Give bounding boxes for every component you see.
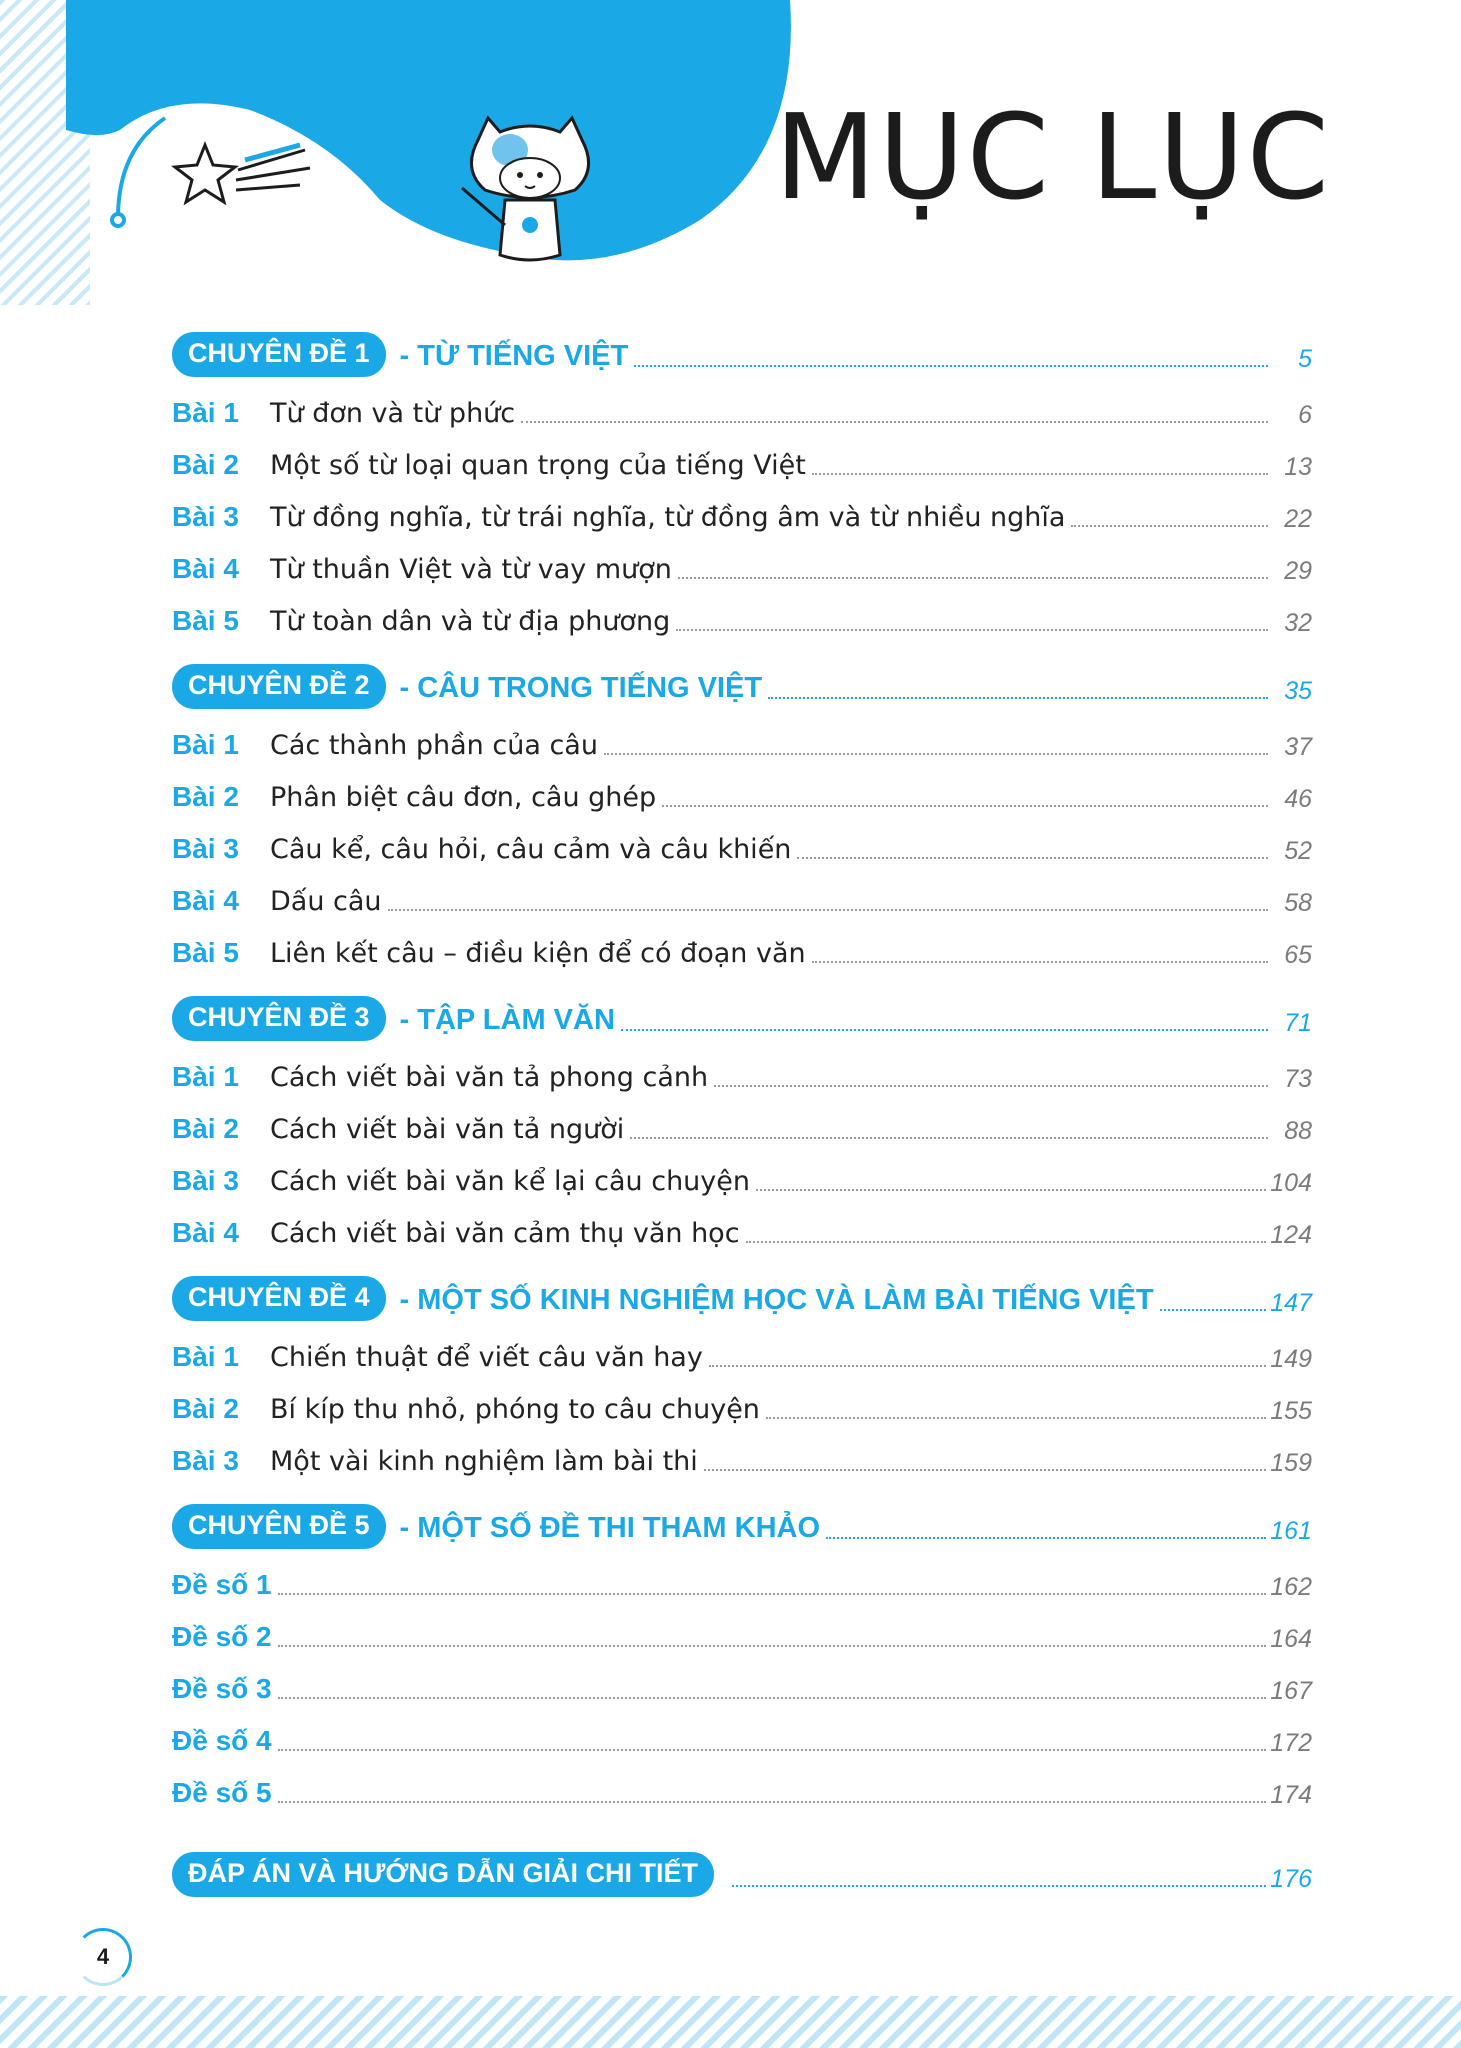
lesson-title: Dấu câu (270, 886, 382, 918)
toc-answers[interactable] (172, 1845, 1312, 1905)
page-number: 22 (1284, 504, 1312, 533)
toc-chapter-1[interactable] (172, 325, 1312, 385)
dot-leader (768, 696, 1268, 699)
chapter-badge: CHUYÊN ĐỀ 1 (172, 332, 386, 377)
dot-leader (1071, 524, 1268, 527)
page-number: 176 (1270, 1864, 1312, 1893)
answers-badge: ĐÁP ÁN VÀ HƯỚNG DẪN GIẢI CHI TIẾT (172, 1852, 714, 1897)
toc-lesson[interactable] (172, 1101, 1312, 1153)
lesson-label: Bài 3 (172, 1165, 239, 1197)
toc-lesson[interactable] (172, 769, 1312, 821)
lesson-title: Từ đồng nghĩa, từ trái nghĩa, từ đồng âm và từ nhiều nghĩa (270, 502, 1066, 534)
page-number: 52 (1284, 836, 1312, 865)
dot-leader (678, 576, 1268, 579)
page-number: 73 (1284, 1064, 1312, 1093)
page-number: 29 (1284, 556, 1312, 585)
exam-label: Đề số 1 (172, 1569, 272, 1601)
page-number: 174 (1270, 1780, 1312, 1809)
page-number: 162 (1270, 1572, 1312, 1601)
page-number: 147 (1270, 1288, 1312, 1317)
dot-leader (826, 1536, 1266, 1539)
dot-leader (812, 472, 1268, 475)
toc-lesson[interactable] (172, 925, 1312, 977)
toc-lesson[interactable] (172, 1205, 1312, 1257)
dot-leader (732, 1884, 1266, 1887)
lesson-title: Từ toàn dân và từ địa phương (270, 606, 671, 638)
lesson-title: Các thành phần của câu (270, 730, 598, 762)
page-number: 161 (1270, 1516, 1312, 1545)
page-number: 104 (1270, 1168, 1312, 1197)
dot-leader (766, 1416, 1266, 1419)
dot-leader (746, 1240, 1267, 1243)
chapter-badge: CHUYÊN ĐỀ 5 (172, 1504, 386, 1549)
page-number: 65 (1284, 940, 1312, 969)
dot-leader (634, 364, 1268, 367)
lesson-label: Bài 4 (172, 553, 239, 585)
toc-lesson[interactable] (172, 873, 1312, 925)
exam-label: Đề số 2 (172, 1621, 272, 1653)
lesson-label: Bài 5 (172, 605, 239, 637)
chapter-badge: CHUYÊN ĐỀ 3 (172, 996, 386, 1041)
dot-leader (278, 1800, 1267, 1803)
lesson-label: Bài 1 (172, 1341, 239, 1373)
lesson-title: Phân biệt câu đơn, câu ghép (270, 782, 657, 814)
lesson-title: Một số từ loại quan trọng của tiếng Việt (270, 450, 806, 482)
toc-exam[interactable] (172, 1661, 1312, 1713)
exam-label: Đề số 3 (172, 1673, 272, 1705)
lesson-label: Bài 4 (172, 1217, 239, 1249)
lesson-label: Bài 1 (172, 729, 239, 761)
page-number: 172 (1270, 1728, 1312, 1757)
toc-chapter-5[interactable] (172, 1497, 1312, 1557)
toc-exam[interactable] (172, 1765, 1312, 1817)
dot-leader (797, 856, 1268, 859)
toc-lesson[interactable] (172, 385, 1312, 437)
lesson-label: Bài 3 (172, 1445, 239, 1477)
lesson-label: Bài 2 (172, 781, 239, 813)
lesson-label: Bài 5 (172, 937, 239, 969)
dot-leader (278, 1748, 1267, 1751)
lesson-label: Bài 4 (172, 885, 239, 917)
dot-leader (604, 752, 1268, 755)
dot-leader (630, 1136, 1268, 1139)
page-number: 71 (1284, 1008, 1312, 1037)
page-number: 159 (1270, 1448, 1312, 1477)
lesson-title: Cách viết bài văn kể lại câu chuyện (270, 1166, 751, 1198)
page-number: 149 (1270, 1344, 1312, 1373)
dot-leader (756, 1188, 1266, 1191)
dot-leader (676, 628, 1268, 631)
exam-label: Đề số 5 (172, 1777, 272, 1809)
dot-leader (709, 1364, 1266, 1367)
toc-lesson[interactable] (172, 821, 1312, 873)
lesson-label: Bài 2 (172, 1393, 239, 1425)
dot-leader (278, 1644, 1267, 1647)
lesson-label: Bài 3 (172, 833, 239, 865)
chapter-badge: CHUYÊN ĐỀ 2 (172, 664, 386, 709)
lesson-title: Câu kể, câu hỏi, câu cảm và câu khiến (270, 834, 792, 866)
lesson-title: Từ thuần Việt và từ vay mượn (270, 554, 672, 586)
chapter-title: - TỪ TIẾNG VIỆT (399, 340, 629, 373)
page-number: 155 (1270, 1396, 1312, 1425)
page-number: 35 (1284, 676, 1312, 705)
lesson-label: Bài 2 (172, 449, 239, 481)
lesson-title: Một vài kinh nghiệm làm bài thi (270, 1446, 698, 1478)
lesson-label: Bài 3 (172, 501, 239, 533)
toc-chapter-4[interactable] (172, 1269, 1312, 1329)
dot-leader (278, 1696, 1267, 1699)
toc-exam[interactable] (172, 1713, 1312, 1765)
exam-label: Đề số 4 (172, 1725, 272, 1757)
shooting-star-icon (175, 145, 310, 202)
chapter-title: - TẬP LÀM VĂN (399, 1004, 615, 1037)
dot-leader (1160, 1308, 1267, 1311)
lesson-title: Cách viết bài văn tả người (270, 1114, 625, 1146)
dot-leader (278, 1592, 1267, 1595)
dot-leader (714, 1084, 1268, 1087)
page-number: 58 (1284, 888, 1312, 917)
toc-lesson[interactable] (172, 1381, 1312, 1433)
chapter-title: - MỘT SỐ ĐỀ THI THAM KHẢO (399, 1512, 821, 1545)
lesson-label: Bài 1 (172, 397, 239, 429)
lesson-title: Từ đơn và từ phức (270, 398, 516, 430)
page-number: 46 (1284, 784, 1312, 813)
chapter-badge: CHUYÊN ĐỀ 4 (172, 1276, 386, 1321)
lesson-title: Cách viết bài văn tả phong cảnh (270, 1062, 709, 1094)
chapter-title: - CÂU TRONG TIẾNG VIỆT (399, 672, 763, 705)
toc-lesson[interactable] (172, 1329, 1312, 1381)
page-number: 6 (1298, 400, 1312, 429)
dot-leader (704, 1468, 1266, 1471)
page-number: 5 (1298, 344, 1312, 373)
dot-leader (521, 420, 1268, 423)
toc-exam[interactable] (172, 1609, 1312, 1661)
dot-leader (812, 960, 1268, 963)
lesson-title: Chiến thuật để viết câu văn hay (270, 1342, 703, 1374)
page-number: 124 (1270, 1220, 1312, 1249)
lesson-title: Cách viết bài văn cảm thụ văn học (270, 1218, 740, 1250)
page-number: 164 (1270, 1624, 1312, 1653)
toc-lesson[interactable] (172, 593, 1312, 645)
toc-chapter-2[interactable] (172, 657, 1312, 717)
toc-lesson[interactable] (172, 1433, 1312, 1485)
header-illustration (0, 0, 800, 310)
lesson-title: Bí kíp thu nhỏ, phóng to câu chuyện (270, 1394, 760, 1426)
toc-lesson[interactable] (172, 541, 1312, 593)
lesson-label: Bài 1 (172, 1061, 239, 1093)
toc-lesson[interactable] (172, 1153, 1312, 1205)
page-number: 37 (1284, 732, 1312, 761)
toc-lesson[interactable] (172, 717, 1312, 769)
chapter-title: - MỘT SỐ KINH NGHIỆM HỌC VÀ LÀM BÀI TIẾNG VIỆT (399, 1284, 1154, 1317)
dot-leader (621, 1028, 1268, 1031)
lesson-title: Liên kết câu – điều kiện để có đoạn văn (270, 938, 806, 970)
page-title: MỤC LỤC (774, 88, 1331, 226)
table-of-contents (172, 325, 1312, 1905)
lesson-label: Bài 2 (172, 1113, 239, 1145)
dot-leader (662, 804, 1268, 807)
toc-lesson[interactable] (172, 489, 1312, 541)
toc-lesson[interactable] (172, 437, 1312, 489)
decorative-stripes-bottom (0, 1996, 1461, 2048)
page-number: 32 (1284, 608, 1312, 637)
page-number: 167 (1270, 1676, 1312, 1705)
toc-chapter-3[interactable] (172, 989, 1312, 1049)
toc-lesson[interactable] (172, 1049, 1312, 1101)
page-number-badge: 4 (74, 1928, 132, 1986)
page-number: 13 (1284, 452, 1312, 481)
page-number: 88 (1284, 1116, 1312, 1145)
dot-leader (388, 908, 1268, 911)
toc-exam[interactable] (172, 1557, 1312, 1609)
